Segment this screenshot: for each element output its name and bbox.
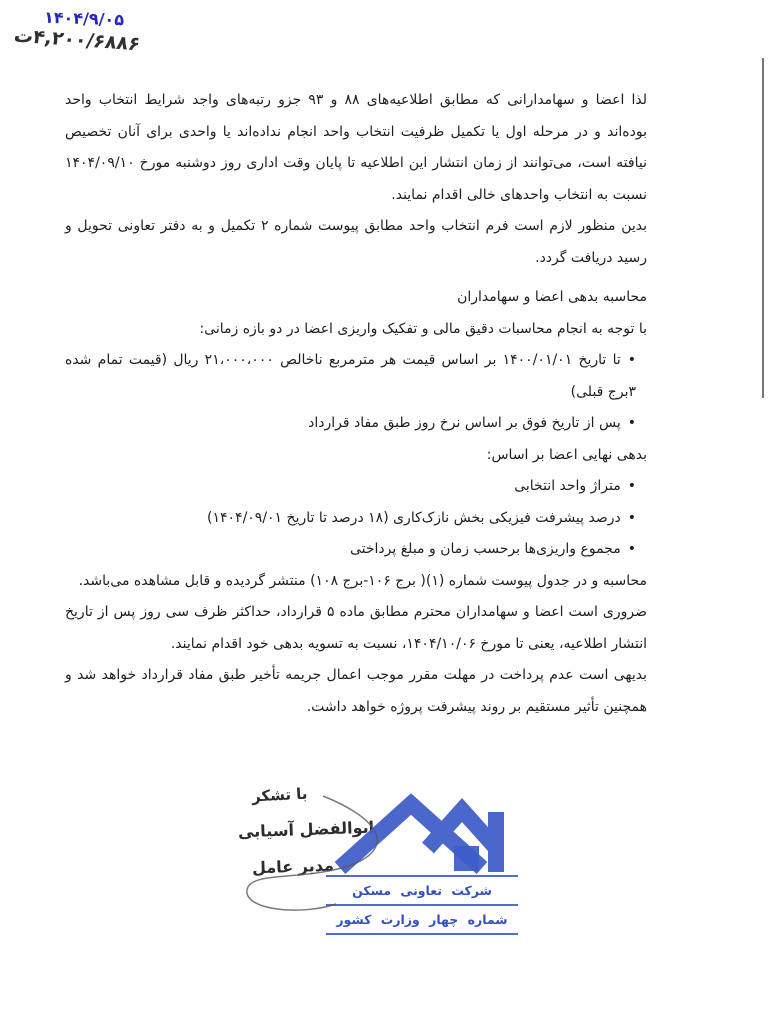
signature-name: ابوالفضل آسیابی bbox=[237, 817, 375, 842]
bullet-price-after-date: • پس از تاریخ فوق بر اساس نرخ روز طبق مفاد قرارداد bbox=[65, 408, 647, 440]
section-gap bbox=[65, 274, 647, 282]
handwritten-date bbox=[44, 8, 125, 30]
letter-body bbox=[65, 85, 647, 723]
signature-scribble-icon bbox=[228, 780, 438, 930]
paragraph-late-penalty: بدیهی است عدم پرداخت در مهلت مقرر موجب اعمال جریمه تأخیر طبق مفاد قرارداد خواهد شد و همچنین تأثیر مستقیم بر روند پیشرفت پروژه خواهد داشت. bbox=[65, 667, 647, 715]
paragraph-calc-intro: با توجه به انجام محاسبات دقیق مالی و تفکیک واریزی اعضا در دو بازه زمانی: bbox=[199, 320, 647, 337]
handwritten-date-text: ۱۴۰۴/۹/۰۵ bbox=[43, 7, 125, 30]
logo-window-square bbox=[454, 846, 479, 871]
signature-title: مدیر عامل bbox=[251, 855, 335, 878]
paragraph-attachment-table: محاسبه و در جدول پیوست شماره (۱)( برج ۱۰۶-برج ۱۰۸) منتشر گردیده و قابل مشاهده می‌باشد. bbox=[78, 572, 647, 589]
paragraph-settlement-deadline: ضروری است اعضا و سهامداران محترم مطابق ماده ۵ قرارداد، حداکثر ظرف سی روز پس از تاریخ انتشار اطلاعیه، یعنی تا مورخ ۱۴۰۴/۱۰/۰۶، نسبت به تسویه بدهی خود اقدام نمایند. bbox=[65, 604, 647, 652]
bullet-unit-area: • متراژ واحد انتخابی bbox=[65, 471, 647, 503]
section-heading-debt-calculation: محاسبه بدهی اعضا و سهامداران bbox=[457, 289, 647, 305]
paragraph-unit-selection: لذا اعضا و سهامدارانی که مطابق اطلاعیه‌های ۸۸ و ۹۳ جزو رتبه‌های واجد شرایط انتخاب واحد بوده‌اند و در مرحله اول یا تکمیل ظرفیت انتخاب واحد انجام نداده‌اند یا واحدی برای آنان تخصیص نیافته است، می‌توانند از زمان انتشار این اطلاعیه تا پایان وقت اداری روز دوشنبه مورخ ۱۴۰۴/۰۹/۱۰ نسبت به انتخاب واحدهای خالی اقدام نمایند. bbox=[65, 92, 647, 203]
scan-edge-artifact bbox=[762, 58, 764, 398]
signature-thanks: با تشکر bbox=[251, 784, 308, 806]
bullet-price-before-date: • تا تاریخ ۱۴۰۰/۰۱/۰۱ بر اساس قیمت هر مترمربع ناخالص ۲۱،۰۰۰،۰۰۰ ریال (قیمت تمام شده ۳برج قبلی) bbox=[65, 345, 647, 408]
handwritten-reference-text: ت۴,۲۰۰/۶۸۸۶ bbox=[12, 24, 142, 56]
bullet-physical-progress: • درصد پیشرفت فیزیکی بخش نازک‌کاری (۱۸ درصد تا تاریخ ۱۴۰۴/۰۹/۰۱) bbox=[65, 503, 647, 535]
stamp-company-name: شرکت تعاونی مسکن bbox=[326, 877, 518, 906]
stamp-registration-line: شماره چهار وزارت کشور bbox=[326, 906, 518, 935]
bullet-total-deposits: • مجموع واریزی‌ها برحسب زمان و مبلغ پرداختی bbox=[65, 534, 647, 566]
paragraph-basis-intro: بدهی نهایی اعضا بر اساس: bbox=[486, 446, 647, 463]
paragraph-form-submission: بدین منظور لازم است فرم انتخاب واحد مطابق پیوست شماره ۲ تکمیل و به دفتر تعاونی تحویل و رسید دریافت گردد. bbox=[65, 218, 647, 266]
